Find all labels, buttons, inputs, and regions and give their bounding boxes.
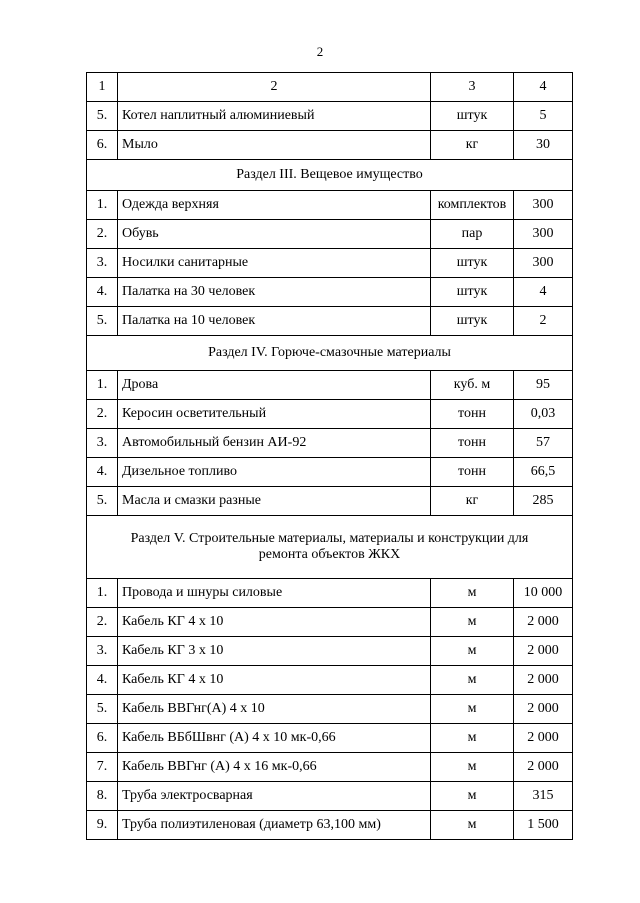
section-title: Раздел III. Вещевое имущество: [87, 160, 573, 191]
table-row: [87, 666, 573, 695]
item-quantity: 300: [514, 249, 573, 278]
item-quantity: 95: [514, 371, 573, 400]
table-row: [87, 695, 573, 724]
row-number: 4.: [87, 666, 118, 695]
row-number: 5.: [87, 307, 118, 336]
item-quantity: 30: [514, 131, 573, 160]
table-row: [87, 400, 573, 429]
item-name: Керосин осветительный: [118, 400, 431, 429]
header-cell-4: 4: [514, 73, 573, 102]
row-number: 9.: [87, 811, 118, 840]
item-name: Кабель ВВГнг(А) 4 х 10: [118, 695, 431, 724]
row-number: 4.: [87, 278, 118, 307]
item-unit: штук: [431, 249, 514, 278]
item-unit: м: [431, 782, 514, 811]
item-quantity: 2 000: [514, 608, 573, 637]
table-row: [87, 191, 573, 220]
row-number: 3.: [87, 637, 118, 666]
row-number: 1.: [87, 579, 118, 608]
table-row: [87, 307, 573, 336]
item-unit: м: [431, 724, 514, 753]
row-number: 2.: [87, 400, 118, 429]
table-row: [87, 724, 573, 753]
item-quantity: 2 000: [514, 637, 573, 666]
section-header-row: [87, 336, 573, 371]
row-number: 3.: [87, 429, 118, 458]
table-row: [87, 753, 573, 782]
item-name: Дизельное топливо: [118, 458, 431, 487]
item-quantity: 5: [514, 102, 573, 131]
row-number: 5.: [87, 695, 118, 724]
table-row: [87, 637, 573, 666]
item-unit: кг: [431, 131, 514, 160]
item-quantity: 0,03: [514, 400, 573, 429]
item-unit: м: [431, 579, 514, 608]
item-unit: тонн: [431, 458, 514, 487]
item-name: Масла и смазки разные: [118, 487, 431, 516]
row-number: 1.: [87, 371, 118, 400]
item-unit: м: [431, 608, 514, 637]
item-unit: м: [431, 811, 514, 840]
table-row: [87, 811, 573, 840]
item-name: Одежда верхняя: [118, 191, 431, 220]
item-unit: м: [431, 637, 514, 666]
item-name: Котел наплитный алюминиевый: [118, 102, 431, 131]
table-row: [87, 131, 573, 160]
item-name: Палатка на 30 человек: [118, 278, 431, 307]
item-quantity: 2 000: [514, 666, 573, 695]
item-name: Труба полиэтиленовая (диаметр 63,100 мм): [118, 811, 431, 840]
row-number: 2.: [87, 608, 118, 637]
item-quantity: 285: [514, 487, 573, 516]
item-name: Носилки санитарные: [118, 249, 431, 278]
table-row: [87, 579, 573, 608]
item-name: Дрова: [118, 371, 431, 400]
section-title: Раздел V. Строительные материалы, материалы и конструкции для ремонта объектов ЖКХ: [87, 516, 573, 579]
item-quantity: 4: [514, 278, 573, 307]
header-cell-3: 3: [431, 73, 514, 102]
table-header-row: [87, 73, 573, 102]
item-unit: комплектов: [431, 191, 514, 220]
supplies-table: [86, 72, 573, 840]
item-quantity: 66,5: [514, 458, 573, 487]
item-name: Кабель КГ 4 х 10: [118, 608, 431, 637]
row-number: 8.: [87, 782, 118, 811]
item-unit: м: [431, 695, 514, 724]
item-quantity: 1 500: [514, 811, 573, 840]
item-name: Кабель КГ 4 х 10: [118, 666, 431, 695]
item-unit: м: [431, 666, 514, 695]
item-unit: тонн: [431, 429, 514, 458]
page-number: 2: [316, 44, 324, 59]
item-name: Мыло: [118, 131, 431, 160]
item-unit: м: [431, 753, 514, 782]
item-quantity: 10 000: [514, 579, 573, 608]
item-unit: штук: [431, 102, 514, 131]
row-number: 4.: [87, 458, 118, 487]
item-quantity: 315: [514, 782, 573, 811]
row-number: 2.: [87, 220, 118, 249]
table-row: [87, 458, 573, 487]
table-row: [87, 249, 573, 278]
row-number: 5.: [87, 487, 118, 516]
item-name: Провода и шнуры силовые: [118, 579, 431, 608]
item-name: Труба электросварная: [118, 782, 431, 811]
item-unit: кг: [431, 487, 514, 516]
table-row: [87, 220, 573, 249]
item-name: Кабель КГ 3 х 10: [118, 637, 431, 666]
item-quantity: 2 000: [514, 695, 573, 724]
item-quantity: 2 000: [514, 753, 573, 782]
table-body: [87, 73, 573, 840]
row-number: 5.: [87, 102, 118, 131]
table-row: [87, 429, 573, 458]
section-header-row: [87, 160, 573, 191]
item-quantity: 2 000: [514, 724, 573, 753]
row-number: 6.: [87, 131, 118, 160]
row-number: 7.: [87, 753, 118, 782]
item-unit: куб. м: [431, 371, 514, 400]
row-number: 1.: [87, 191, 118, 220]
row-number: 6.: [87, 724, 118, 753]
section-header-row: [87, 516, 573, 579]
item-unit: тонн: [431, 400, 514, 429]
item-unit: штук: [431, 278, 514, 307]
table-row: [87, 782, 573, 811]
row-number: 3.: [87, 249, 118, 278]
table-row: [87, 278, 573, 307]
item-unit: пар: [431, 220, 514, 249]
table-row: [87, 371, 573, 400]
item-quantity: 300: [514, 220, 573, 249]
table-row: [87, 102, 573, 131]
item-name: Палатка на 10 человек: [118, 307, 431, 336]
item-quantity: 57: [514, 429, 573, 458]
item-quantity: 2: [514, 307, 573, 336]
item-quantity: 300: [514, 191, 573, 220]
header-cell-1: 1: [87, 73, 118, 102]
item-name: Автомобильный бензин АИ-92: [118, 429, 431, 458]
item-name: Кабель ВВГнг (А) 4 х 16 мк-0,66: [118, 753, 431, 782]
table-row: [87, 487, 573, 516]
table-row: [87, 608, 573, 637]
item-name: Обувь: [118, 220, 431, 249]
section-title: Раздел IV. Горюче-смазочные материалы: [87, 336, 573, 371]
header-cell-2: 2: [118, 73, 431, 102]
item-name: Кабель ВБбШвнг (А) 4 х 10 мк-0,66: [118, 724, 431, 753]
item-unit: штук: [431, 307, 514, 336]
